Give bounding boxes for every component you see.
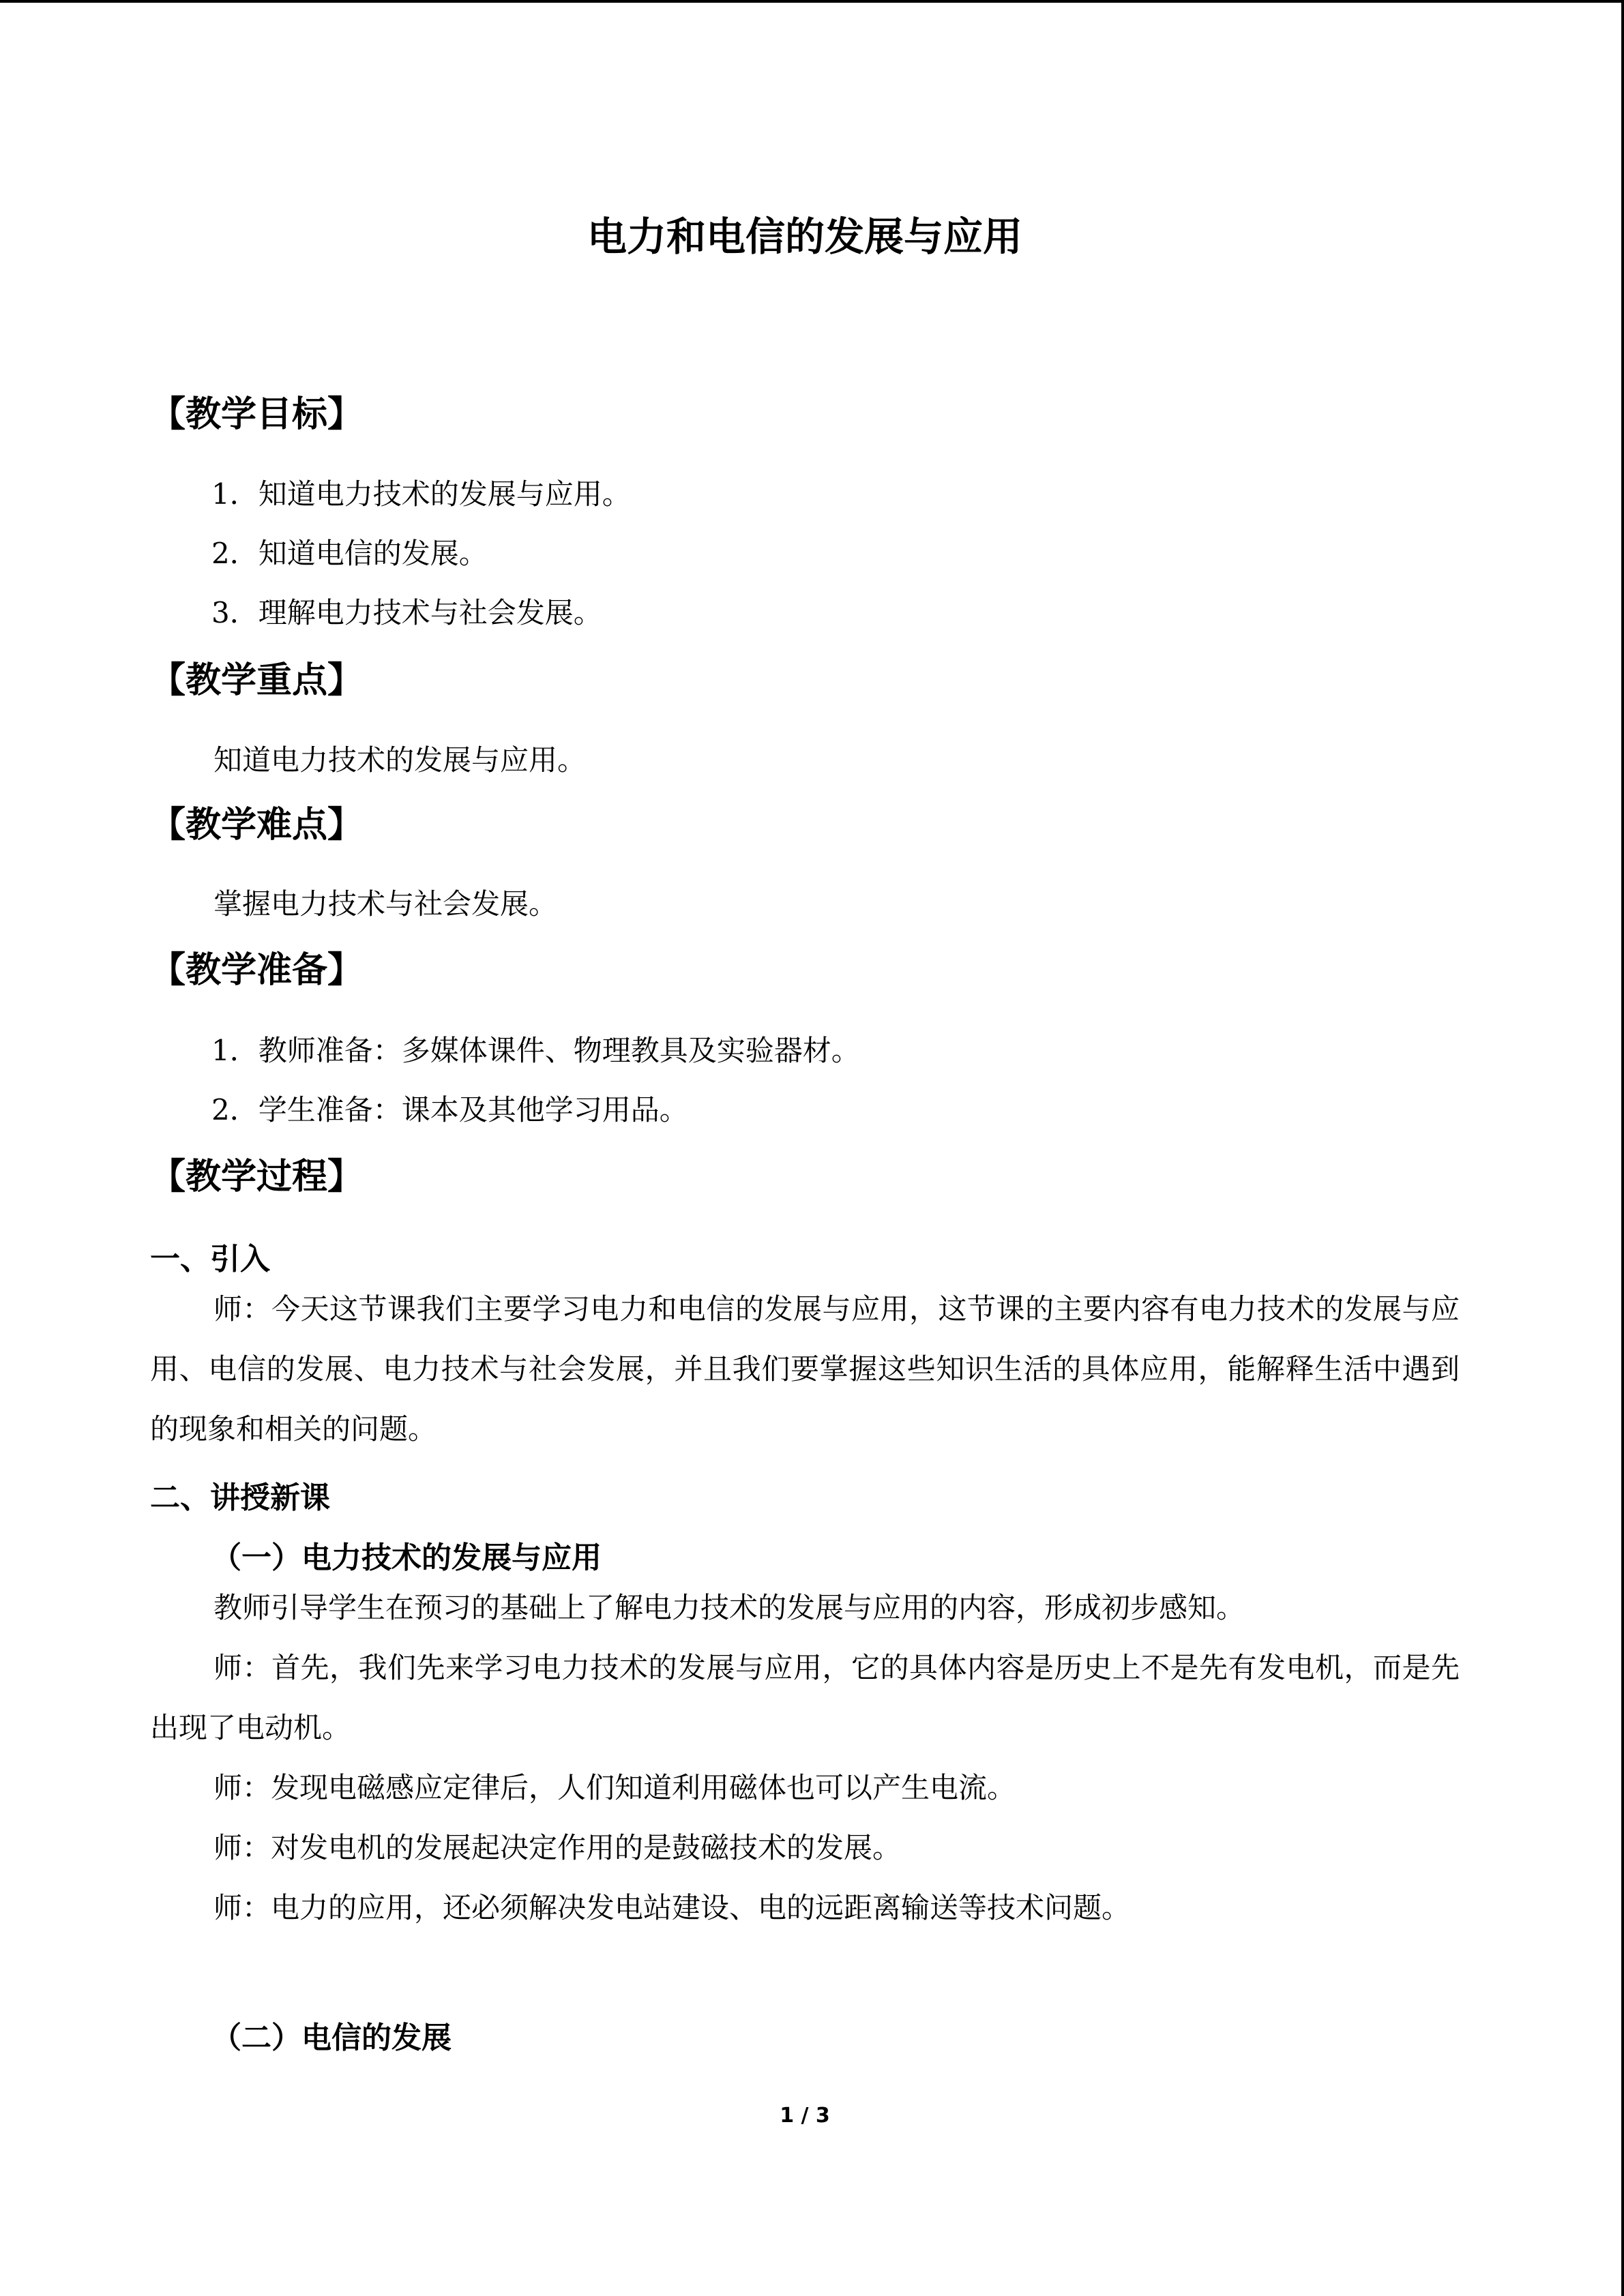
objective-item: 1．知道电力技术的发展与应用。 [211,477,631,511]
objective-item: 3．理解电力技术与社会发展。 [211,596,602,629]
difficulties-text: 掌握电力技术与社会发展。 [213,887,558,921]
process-heading: 【教学过程】 [150,1157,364,1197]
new-lesson-heading: 二、讲授新课 [150,1480,330,1515]
page-right-border [1621,0,1624,2296]
part2-heading: （二）电信的发展 [211,2021,452,2055]
intro-heading: 一、引入 [150,1242,270,1277]
page-number: 1 / 3 [780,2104,830,2128]
objective-item: 2．知道电信的发展。 [211,537,488,570]
part1-paragraph: 师：电力的应用，还必须解决发电站建设、电的远距离输送等技术问题。 [213,1891,1131,1924]
preparation-item: 1．教师准备：多媒体课件、物理教具及实验器材。 [211,1034,860,1067]
preparation-heading: 【教学准备】 [150,950,364,991]
document-title: 电力和电信的发展与应用 [587,213,1022,260]
document-page [150,0,1460,2296]
intro-paragraph: 师：今天这节课我们主要学习电力和电信的发展与应用，这节课的主要内容有电力技术的发展与应用、电信的发展、电力技术与社会发展，并且我们要掌握这些知识生活的具体应用，能解释生活中遇到的现象和相关的问题。 [150,1292,1460,1446]
part1-paragraph: 师：对发电机的发展起决定作用的是鼓磁技术的发展。 [213,1831,902,1864]
part1-heading: （一）电力技术的发展与应用 [211,1540,602,1575]
key-points-heading: 【教学重点】 [150,660,364,701]
part1-paragraph: 师：首先，我们先来学习电力技术的发展与应用，它的具体内容是历史上不是先有发电机，而是先出现了电动机。 [150,1651,1460,1744]
part1-paragraph: 师：发现电磁感应定律后，人们知道利用磁体也可以产生电流。 [213,1771,1016,1804]
part1-paragraph: 教师引导学生在预习的基础上了解电力技术的发展与应用的内容，形成初步感知。 [213,1591,1245,1624]
difficulties-heading: 【教学难点】 [150,805,364,846]
objectives-heading: 【教学目标】 [150,394,364,435]
key-points-text: 知道电力技术的发展与应用。 [213,743,587,777]
preparation-item: 2．学生准备：课本及其他学习用品。 [211,1093,688,1127]
